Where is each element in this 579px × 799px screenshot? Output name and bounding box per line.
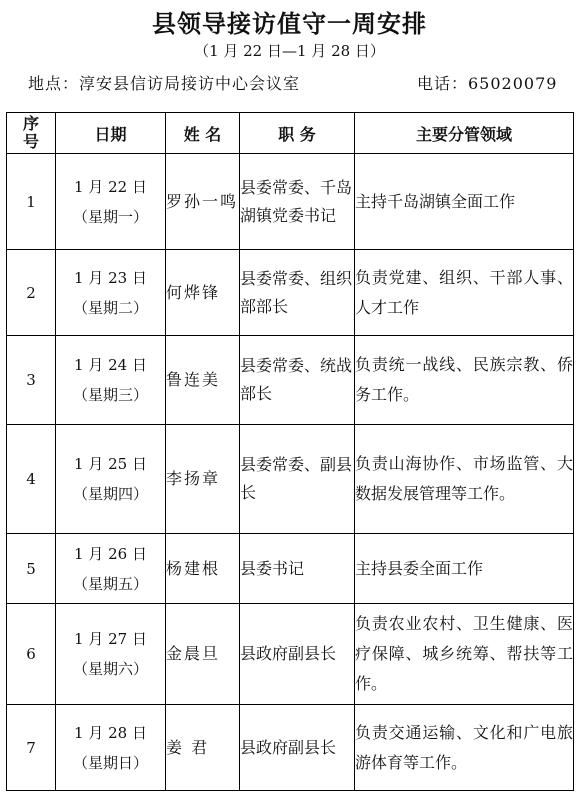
row-date-day: 1 月 23 日 bbox=[74, 268, 147, 287]
table-row bbox=[7, 705, 574, 791]
row-area: 负责农业农村、卫生健康、医疗保障、城乡统筹、帮扶等工作。 bbox=[355, 604, 574, 705]
column-header-area: 主要分管领域 bbox=[355, 113, 574, 154]
row-name: 姜 君 bbox=[166, 705, 240, 791]
table-row bbox=[7, 604, 574, 705]
table-header-row bbox=[7, 113, 574, 154]
row-area: 负责交通运输、文化和广电旅游体育等工作。 bbox=[355, 705, 574, 791]
row-area: 主持县委全面工作 bbox=[355, 534, 574, 604]
row-date-weekday: （星期日） bbox=[72, 753, 148, 772]
row-position: 县政府副县长 bbox=[240, 604, 355, 705]
column-header-no bbox=[7, 113, 56, 154]
column-header-position: 职 务 bbox=[240, 113, 355, 154]
table-row bbox=[7, 425, 574, 534]
row-date-weekday: （星期二） bbox=[72, 298, 148, 317]
row-no: 7 bbox=[7, 705, 56, 791]
row-date bbox=[56, 425, 166, 534]
row-position: 县委常委、组织部部长 bbox=[240, 250, 355, 336]
row-area: 负责党建、组织、干部人事、人才工作 bbox=[355, 250, 574, 336]
row-date bbox=[56, 336, 166, 425]
page-title: 县领导接访值守一周安排 bbox=[152, 10, 427, 38]
row-name: 罗孙一鸣 bbox=[166, 154, 240, 250]
row-date-weekday: （星期四） bbox=[72, 485, 148, 503]
column-header-date: 日期 bbox=[56, 113, 166, 154]
row-date bbox=[56, 604, 166, 705]
schedule-table bbox=[6, 112, 574, 791]
row-date bbox=[56, 154, 166, 250]
row-date-day: 1 月 24 日 bbox=[74, 356, 147, 374]
row-date-day: 1 月 28 日 bbox=[74, 723, 147, 742]
row-no: 1 bbox=[7, 154, 56, 250]
location-text: 地点：淳安县信访局接访中心会议室 bbox=[28, 74, 301, 93]
row-no: 4 bbox=[7, 425, 56, 534]
row-date-day: 1 月 25 日 bbox=[74, 455, 147, 473]
row-position: 县委常委、千岛湖镇党委书记 bbox=[240, 154, 355, 250]
table-row bbox=[7, 154, 574, 250]
row-name: 李扬章 bbox=[166, 425, 240, 534]
column-header-name: 姓 名 bbox=[166, 113, 240, 154]
table-row bbox=[7, 534, 574, 604]
column-header-no-text: 序号 bbox=[22, 114, 39, 151]
row-area: 负责统一战线、民族宗教、侨务工作。 bbox=[355, 336, 574, 425]
row-no: 2 bbox=[7, 250, 56, 336]
row-position: 县委常委、副县长 bbox=[240, 425, 355, 534]
row-date-day: 1 月 22 日 bbox=[74, 177, 147, 196]
row-name: 鲁连美 bbox=[166, 336, 240, 425]
row-name: 何烨锋 bbox=[166, 250, 240, 336]
row-area: 负责山海协作、市场监管、大数据发展管理等工作。 bbox=[355, 425, 574, 534]
row-name: 金晨旦 bbox=[166, 604, 240, 705]
row-date-weekday: （星期六） bbox=[72, 660, 148, 678]
row-no: 5 bbox=[7, 534, 56, 604]
row-date-day: 1 月 26 日 bbox=[74, 544, 147, 563]
row-date bbox=[56, 534, 166, 604]
phone-text: 电话：65020079 bbox=[417, 74, 558, 93]
row-date-weekday: （星期一） bbox=[72, 207, 148, 226]
row-date-weekday: （星期五） bbox=[72, 574, 148, 593]
table-row bbox=[7, 336, 574, 425]
row-no: 6 bbox=[7, 604, 56, 705]
row-area: 主持千岛湖镇全面工作 bbox=[355, 154, 574, 250]
row-date-day: 1 月 27 日 bbox=[74, 630, 147, 648]
row-position: 县政府副县长 bbox=[240, 705, 355, 791]
date-range: （1 月 22 日—1 月 28 日） bbox=[194, 42, 385, 60]
row-no: 3 bbox=[7, 336, 56, 425]
row-date bbox=[56, 250, 166, 336]
row-position: 县委常委、统战部长 bbox=[240, 336, 355, 425]
row-position: 县委书记 bbox=[240, 534, 355, 604]
row-date-weekday: （星期三） bbox=[72, 386, 148, 404]
row-date bbox=[56, 705, 166, 791]
row-name: 杨建根 bbox=[166, 534, 240, 604]
table-row bbox=[7, 250, 574, 336]
